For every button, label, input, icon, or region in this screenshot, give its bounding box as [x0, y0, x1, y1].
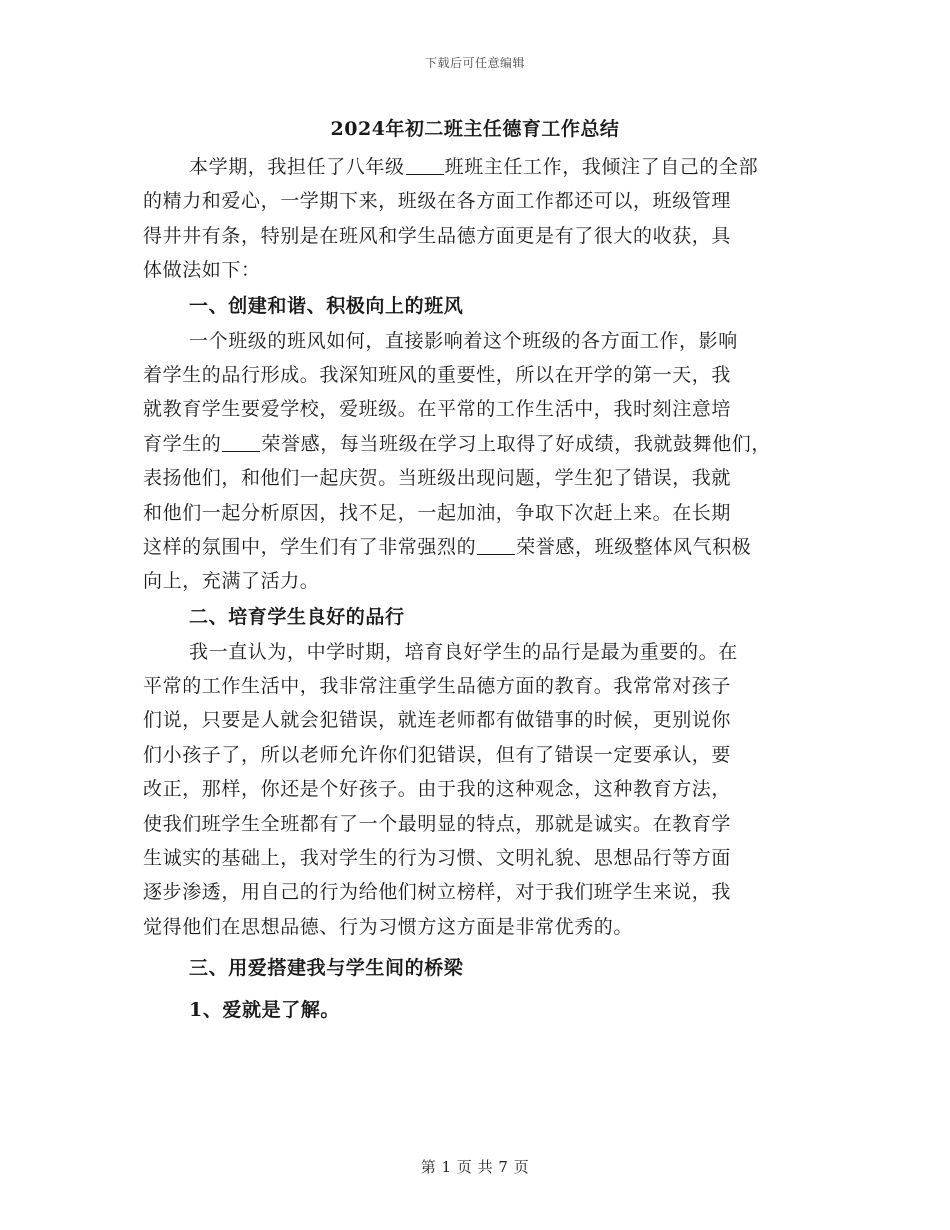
- intro-line-1: [143, 150, 815, 184]
- section-2-line: 平常的工作生活中，我非常注重学生品德方面的教育。我常常对孩子: [143, 675, 732, 698]
- section-1-line: 向上，充满了活力。: [143, 570, 320, 593]
- section-1-line: 就教育学生要爱学校，爱班级。在平常的工作生活中，我时刻注意培: [143, 398, 732, 421]
- page-footer: 第 1 页 共 7 页: [420, 1158, 530, 1176]
- section-2-line: 生诚实的基础上，我对学生的行为习惯、文明礼貌、思想品行等方面: [143, 847, 732, 870]
- section-2-line: 逐步渗透，用自己的行为给他们树立榜样，对于我们班学生来说，我: [143, 881, 732, 904]
- fill-in-blank: [406, 156, 444, 175]
- section-2-line: 改正，那样，你还是个好孩子。由于我的这种观念，这种教育方法，: [143, 778, 732, 801]
- section-1-line-pre: 育学生的: [143, 432, 222, 455]
- section-1-line-post: 荣誉感，每当班级在学习上取得了好成绩，我就鼓舞他们，: [261, 432, 772, 455]
- section-2-line: 使我们班学生全班都有了一个最明显的特点，那就是诚实。在教育学: [143, 812, 732, 835]
- intro-line: 得井井有条，特别是在班风和学生品德方面更是有了很大的收获，具: [143, 224, 732, 247]
- section-1-line-pre: 这样的氛围中，学生们有了非常强烈的: [143, 535, 477, 558]
- intro-line-1-pre: 本学期，我担任了八年级: [189, 156, 405, 178]
- intro-line: 的精力和爱心，一学期下来，班级在各方面工作都还可以，班级管理: [143, 190, 732, 213]
- section-1-line-post: 荣誉感，班级整体风气积极: [516, 535, 752, 558]
- document-body: [143, 150, 815, 1028]
- section-1-heading: 一、创建和谐、积极向上的班风: [189, 294, 464, 317]
- section-1-line: 表扬他们，和他们一起庆贺。当班级出现问题，学生犯了错误，我就: [143, 467, 732, 490]
- section-1-line: 着学生的品行形成。我深知班风的重要性，所以在开学的第一天，我: [143, 363, 732, 386]
- document-title: 2024年初二班主任德育工作总结: [330, 118, 620, 140]
- section-1-line: 一个班级的班风如何，直接影响着这个班级的各方面工作，影响: [189, 329, 738, 352]
- section-1-line: 和他们一起分析原因，找不足，一起加油，争取下次赶上来。在长期: [143, 501, 732, 524]
- section-1-line: [143, 530, 815, 564]
- fill-in-blank: [477, 536, 515, 555]
- section-2-heading: 二、培育学生良好的品行: [189, 605, 405, 628]
- section-2-line: 我一直认为，中学时期，培育良好学生的品行是最为重要的。在: [189, 640, 738, 663]
- section-2-line: 觉得他们在思想品德、行为习惯方这方面是非常优秀的。: [143, 915, 634, 938]
- intro-line: 体做法如下：: [143, 259, 261, 282]
- intro-line-1-post: 班班主任工作，我倾注了自己的全部: [444, 156, 759, 178]
- section-3-sub-heading: 1、爱就是了解。: [189, 999, 341, 1022]
- header-note: 下载后可任意编辑: [424, 56, 525, 70]
- section-1-line: [143, 427, 815, 461]
- section-3-heading: 三、用爱搭建我与学生间的桥梁: [189, 957, 464, 980]
- section-2-line: 们小孩子了，所以老师允许你们犯错误，但有了错误一定要承认，要: [143, 743, 732, 766]
- fill-in-blank: [222, 433, 260, 452]
- section-2-line: 们说，只要是人就会犯错误，就连老师都有做错事的时候，更别说你: [143, 709, 732, 732]
